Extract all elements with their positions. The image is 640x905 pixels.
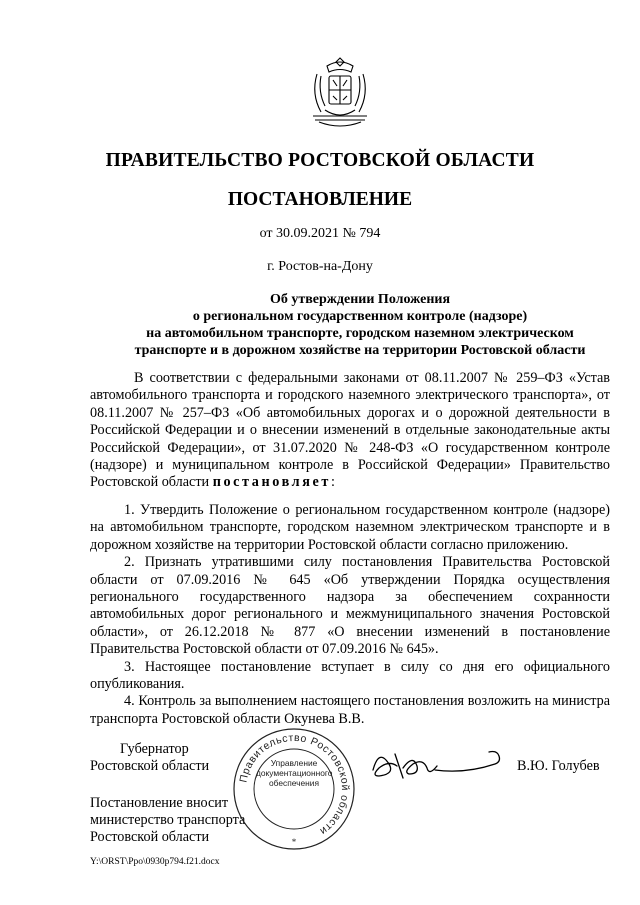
stamp-ring-text: Правительство Ростовской области xyxy=(237,731,352,838)
signatory-name: В.Ю. Голубев xyxy=(517,758,600,774)
preamble xyxy=(90,370,610,492)
document-title xyxy=(90,291,630,359)
decree-word: постановляет xyxy=(212,474,331,491)
decree-item: 2. Признать утратившими силу постановления Правительства Ростовской области от 07.09.2016 № 645 «Об утверждении Порядка осуществления регионального государственного надзора за обеспечением сохранности автомобильных дорог регионального и межмуниципального значения Ростовской области», от 26.12.2018 № 877 «О внесении изменений в постановление Правительства Ростовской области от 07.09.2016 № 645». xyxy=(90,554,610,658)
stamp-center-text xyxy=(256,758,332,789)
origin-line: Ростовской области xyxy=(90,828,210,845)
stamp-line: Управление xyxy=(270,758,318,768)
origin-line: Постановление вносит xyxy=(90,795,229,811)
decree-item: 4. Контроль за выполнением настоящего постановления возложить на министра транспорта Ростовской области Окунева В.В. xyxy=(90,693,610,727)
decree-item: 3. Настоящее постановление вступает в силу со дня его официального опубликования. xyxy=(90,658,610,693)
svg-text:*: * xyxy=(291,837,297,847)
decree-items xyxy=(90,502,610,728)
title-line: на автомобильном транспорте, городском наземном электрическом xyxy=(146,326,574,341)
submitted-by xyxy=(90,795,245,845)
date-and-number: от 30.09.2021 № 794 xyxy=(259,226,381,241)
title-line: о региональном государственном контроле (надзоре) xyxy=(192,309,528,324)
file-path: Y:\ORST\Ppo\0930p794.f21.docx xyxy=(90,857,220,867)
stamp-line: обеспечения xyxy=(269,778,319,789)
official-stamp xyxy=(228,725,360,853)
coat-of-arms-emblem xyxy=(305,52,375,130)
signatory-title xyxy=(90,741,209,776)
signatory-title-line2: Ростовской области xyxy=(90,758,210,775)
stamp-line: документационного xyxy=(256,768,333,779)
decree-item: 1. Утвердить Положение о региональном государственном контроле (надзоре) на автомобильном транспорте, городском наземном электрическом транспорте и в дорожном хозяйстве на территории Ростовской области согласно приложению. xyxy=(90,502,610,553)
handwritten-signature xyxy=(365,740,505,788)
city: г. Ростов-на-Дону xyxy=(267,259,373,274)
government-name: ПРАВИТЕЛЬСТВО РОСТОВСКОЙ ОБЛАСТИ xyxy=(105,150,535,171)
document-type: ПОСТАНОВЛЕНИЕ xyxy=(227,189,413,210)
origin-line: министерство транспорта xyxy=(90,811,246,828)
title-line: транспорте и в дорожном хозяйстве на территории Ростовской области xyxy=(134,343,586,358)
preamble-text: В соответствии с федеральными законами от 08.11.2007 № 259–ФЗ «Устав автомобильного транспорта и городского наземного электрического транспорта», от 08.11.2007 № 257–ФЗ «Об автомобильных дорогах и о дорожной деятельности в Российской Федерации и о внесении изменений в отдельные законодательные акты Российской Федерации», от 31.07.2020 № 248-ФЗ «О государственном контроле (надзоре) и муниципальном контроле в Российской Федерации» Правительство Ростовской области xyxy=(90,370,610,491)
signatory-title-line1: Губернатор xyxy=(120,741,189,757)
preamble-end: : xyxy=(330,474,335,491)
preamble-paragraph xyxy=(90,370,610,492)
title-line: Об утверждении Положения xyxy=(269,292,451,307)
